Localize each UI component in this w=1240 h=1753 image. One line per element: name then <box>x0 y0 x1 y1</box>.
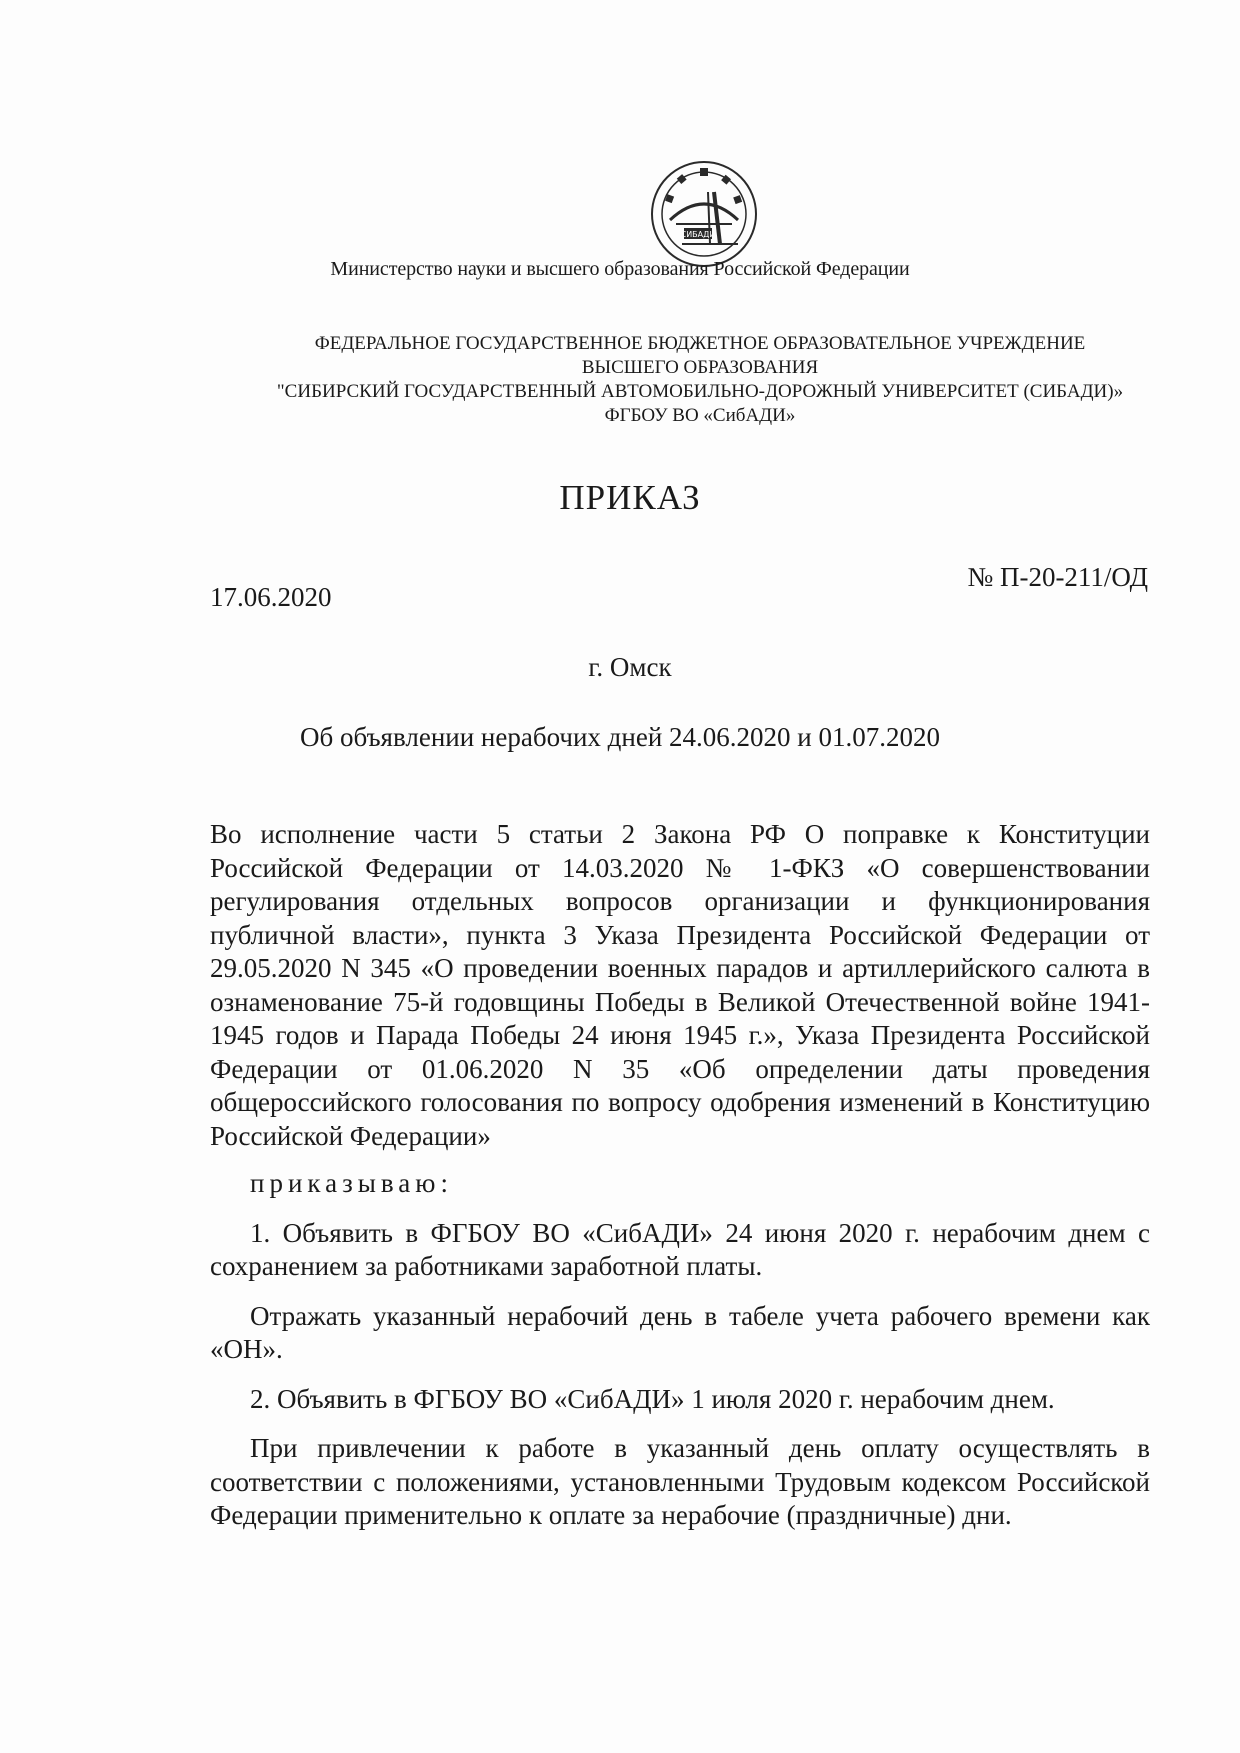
org-line: "СИБИРСКИЙ ГОСУДАРСТВЕННЫЙ АВТОМОБИЛЬНО-ДОРОЖНЫЙ УНИВЕРСИТЕТ (СИБАДИ)» <box>276 381 1124 402</box>
sibadi-logo-seal <box>648 158 760 270</box>
order-item-1-note: Отражать указанный нерабочий день в табеле учета рабочего времени как «ОН». <box>210 1300 1150 1364</box>
document-subject: Об объявлении нерабочих дней 24.06.2020 и 01.07.2020 <box>300 722 940 752</box>
svg-text:СИБАДИ: СИБАДИ <box>680 230 716 239</box>
organization-name <box>230 332 1170 428</box>
org-line: ВЫСШЕГО ОБРАЗОВАНИЯ <box>581 357 819 378</box>
document-type: ПРИКАЗ <box>559 478 701 517</box>
document-body <box>210 818 1150 1533</box>
document-date: 17.06.2020 <box>210 582 332 612</box>
order-item-2-note: При привлечении к работе в указанный день оплату осуществлять в соответствии с положениями, установленными Трудовым кодексом Российской Федерации применительно к оплате за нерабочие (праздничные) дни. <box>210 1433 1150 1530</box>
order-word: приказываю: <box>250 1168 453 1198</box>
document-number: № П-20-211/ОД <box>967 562 1148 592</box>
document-city: г. Омск <box>588 652 672 682</box>
org-line: ФЕДЕРАЛЬНОЕ ГОСУДАРСТВЕННОЕ БЮДЖЕТНОЕ ОБРАЗОВАТЕЛЬНОЕ УЧРЕЖДЕНИЕ <box>314 333 1086 354</box>
org-line: ФГБОУ ВО «СибАДИ» <box>604 405 796 426</box>
preamble-paragraph: Во исполнение части 5 статьи 2 Закона РФ О поправке к Конституции Российской Федерации от 14.03.2020 № 1-ФКЗ «О совершенствовании регулирования отдельных вопросов организации и функционирования публичной власти», пункта 3 Указа Президента Российской Федерации от 29.05.2020 N 345 «О проведении военных парадов и артиллерийского салюта в ознаменование 75-й годовщины Победы в Великой Отечественной войне 1941-1945 годов и Парада Победы 24 июня 1945 г.», Указа Президента Российской Федерации от 01.06.2020 N 35 «Об определении даты проведения общероссийского голосования по вопросу одобрения изменений в Конституцию Российской Федерации» <box>210 819 1150 1151</box>
order-item-2: 2. Объявить в ФГБОУ ВО «СибАДИ» 1 июля 2020 г. нерабочим днем. <box>250 1383 1055 1414</box>
ministry-name: Министерство науки и высшего образования Российской Федерации <box>330 258 910 280</box>
order-item-1: 1. Объявить в ФГБОУ ВО «СибАДИ» 24 июня 2020 г. нерабочим днем с сохранением за работниками заработной платы. <box>210 1217 1150 1281</box>
